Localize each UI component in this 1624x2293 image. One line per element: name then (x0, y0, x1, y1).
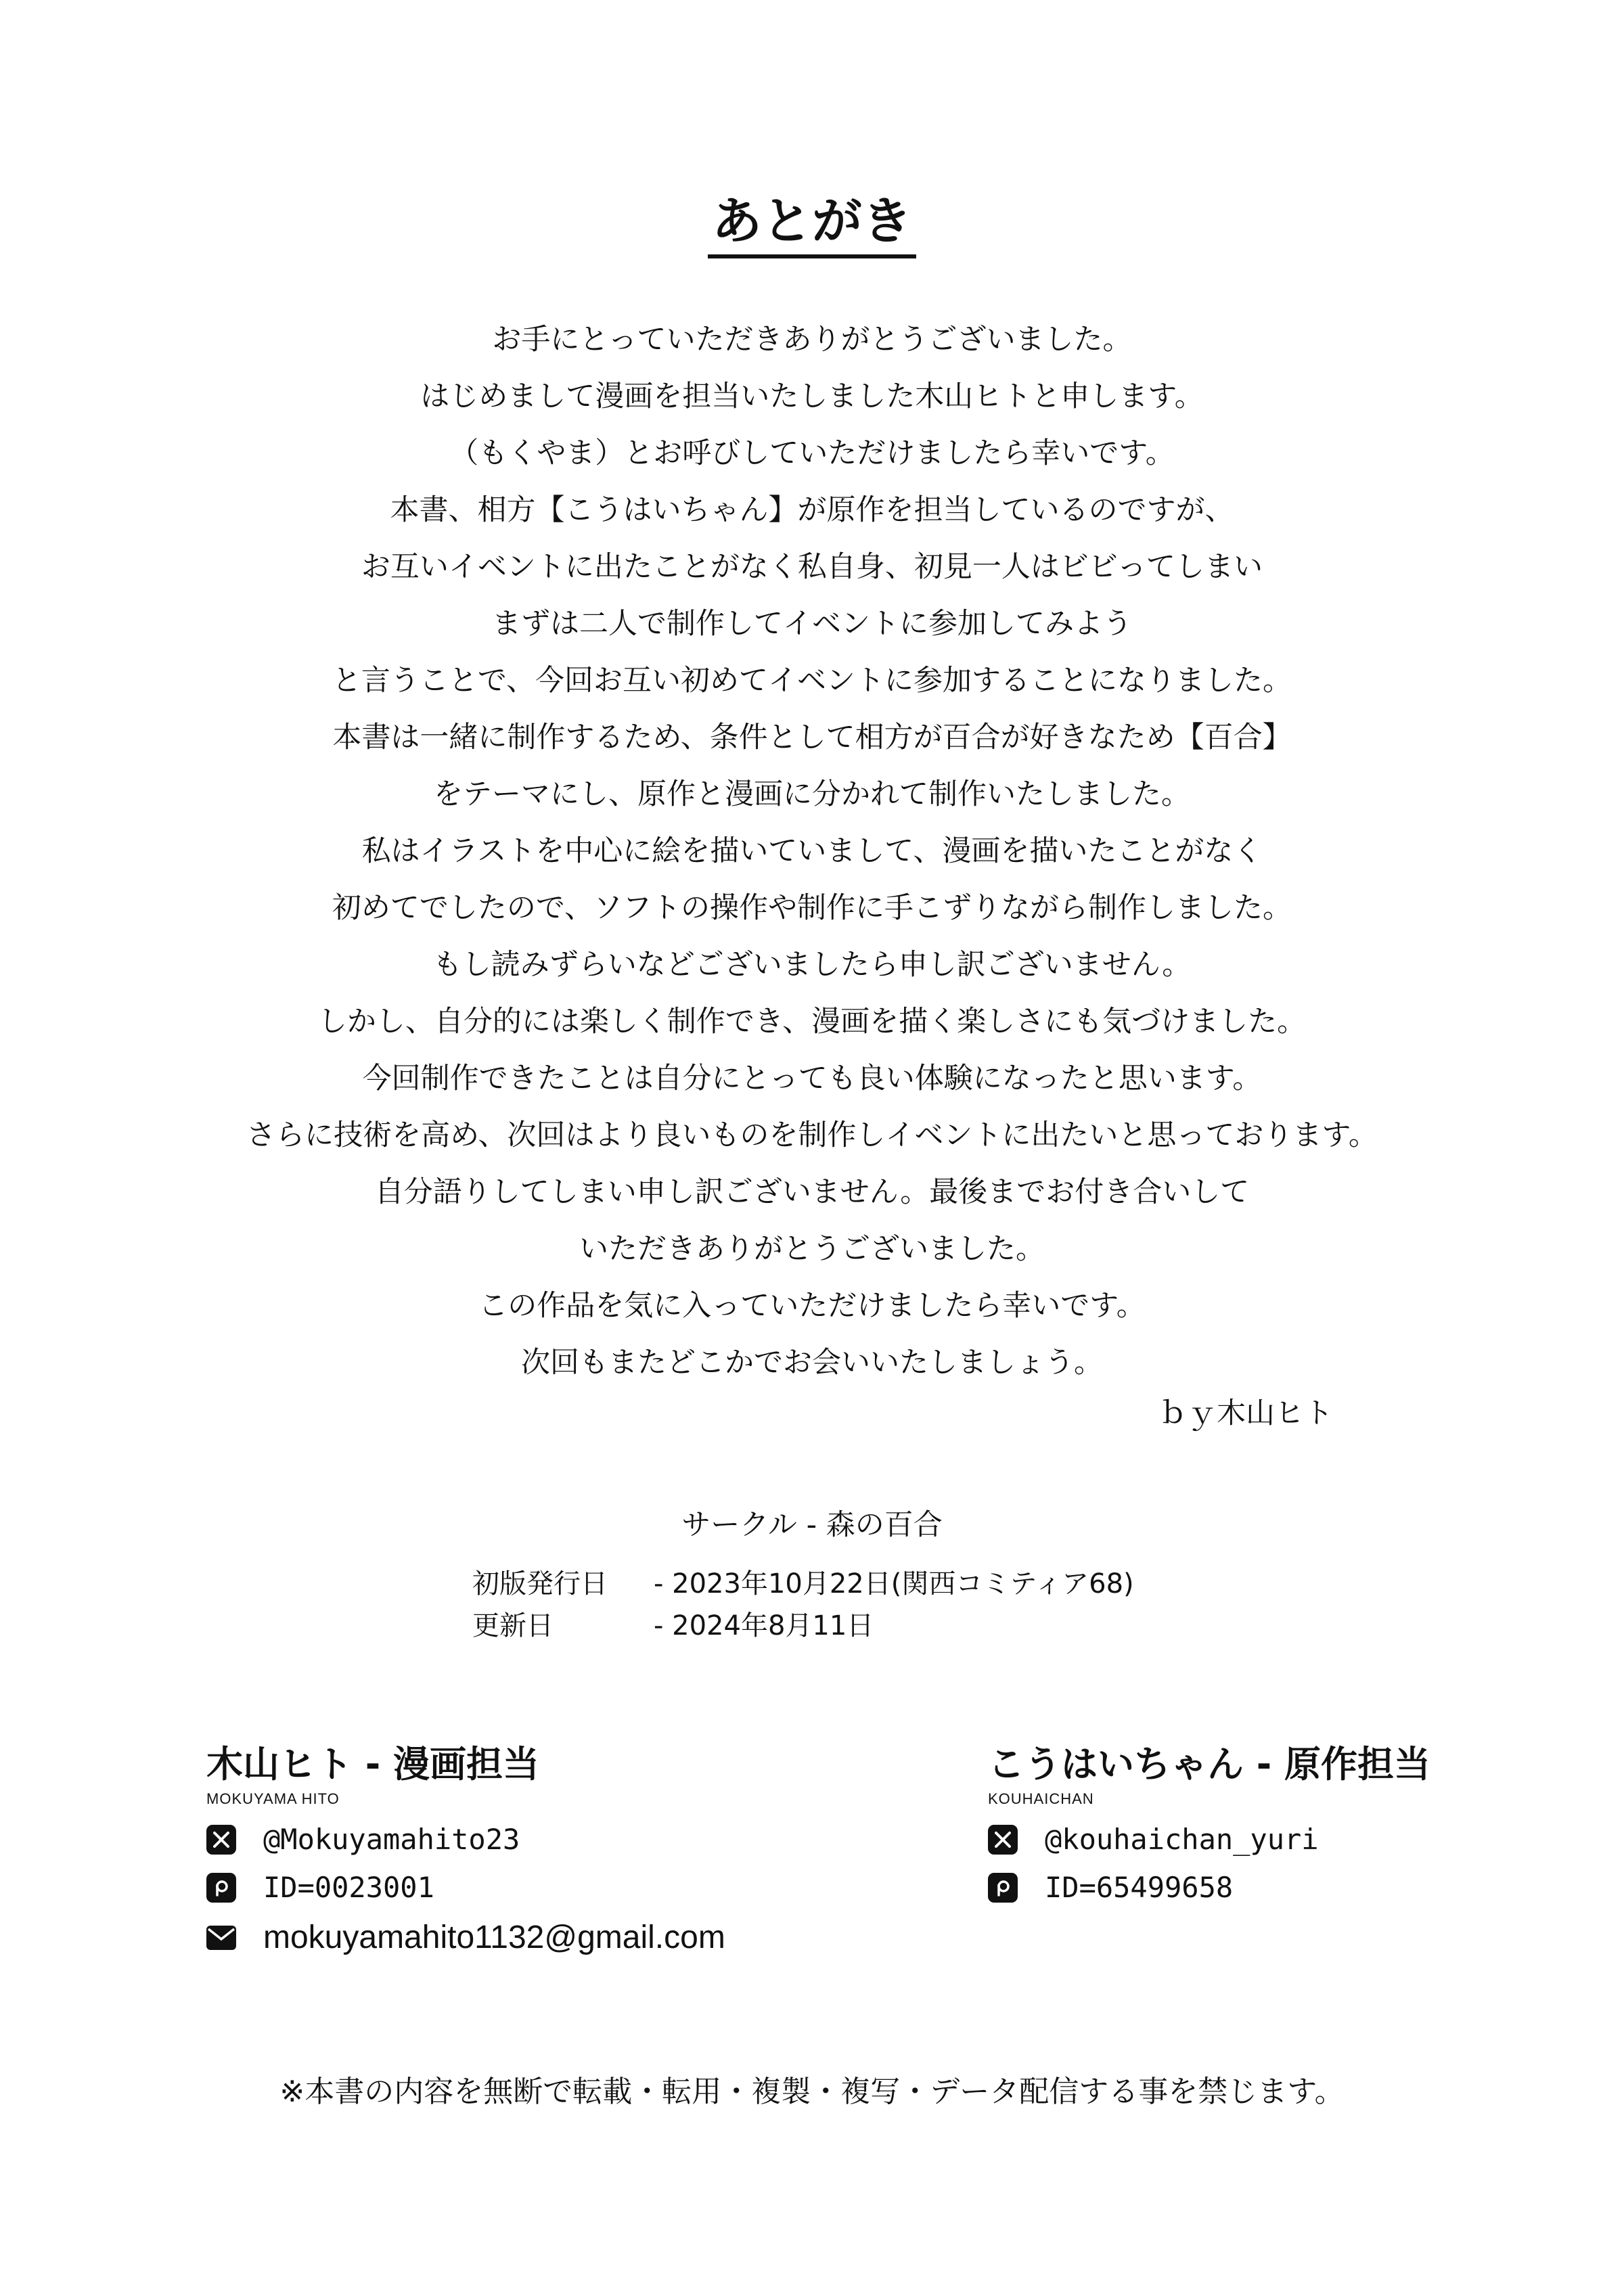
body-line: この作品を気に入っていただけましたら幸いです。 (478, 1289, 1146, 1323)
writer-credit (988, 1735, 1430, 1904)
body-line: 初めてでしたので、ソフトの操作や制作に手こずりながら制作しました。 (332, 891, 1292, 925)
title-text: あとがき (708, 192, 916, 258)
x-logo-icon (206, 1825, 236, 1855)
mail-icon (206, 1923, 236, 1953)
body-line: （もくやま）とお呼びしていただけましたら幸いです。 (449, 436, 1175, 470)
artist-romaji: MOKUYAMA HITO (206, 1790, 340, 1807)
writer-pixiv-contact[interactable] (988, 1871, 1430, 1904)
body-line: 私はイラストを中心に絵を描いていまして、漫画を描いたことがなく (361, 834, 1263, 868)
updated-value: - 2024年8月11日 (654, 1610, 874, 1641)
body-line: お手にとっていただきありがとうございました。 (492, 323, 1132, 357)
first-edition-row (472, 1563, 1134, 1605)
body-line: 自分語りしてしまい申し訳ございません。最後までお付き合いして (374, 1175, 1250, 1209)
body-line: をテーマにし、原作と漫画に分かれて制作いたしました。 (434, 777, 1190, 811)
artist-mail-contact[interactable] (206, 1919, 725, 1956)
writer-romaji: KOUHAICHAN (988, 1790, 1094, 1807)
writer-x-handle[interactable]: @kouhaichan_yuri (1045, 1823, 1319, 1856)
body-line: 本書は一緒に制作するため、条件として相方が百合が好きなため【百合】 (332, 721, 1292, 754)
artist-x-contact[interactable] (206, 1823, 725, 1856)
body-line: さらに技術を高め、次回はより良いものを制作しイベントに出たいと思っております。 (246, 1118, 1378, 1152)
pixiv-icon (988, 1873, 1018, 1903)
updated-row (472, 1605, 1134, 1647)
writer-name: こうはいちゃん - 原作担当 (988, 1743, 1431, 1786)
page-title (0, 181, 1624, 253)
body-line: まずは二人で制作してイベントに参加してみよう (492, 607, 1132, 641)
updated-label: 更新日 (472, 1610, 554, 1641)
writer-pixiv-id[interactable]: ID=65499658 (1045, 1871, 1234, 1904)
artist-email[interactable]: mokuyamahito1132@gmail.com (263, 1920, 725, 1955)
writer-x-contact[interactable] (988, 1823, 1430, 1856)
body-line: はじめまして漫画を担当いたしました木山ヒトと申します。 (420, 380, 1204, 413)
signature: ｂｙ木山ヒト (1158, 1397, 1333, 1430)
pixiv-icon (206, 1873, 236, 1903)
body-line: 今回制作できたことは自分にとっても良い体験になったと思います。 (362, 1062, 1262, 1095)
artist-credit (206, 1735, 725, 1956)
body-line: 次回もまたどこかでお会いいたしましょう。 (521, 1346, 1103, 1380)
publication-dates (472, 1563, 1134, 1647)
afterword-body (135, 311, 1489, 1391)
artist-x-handle[interactable]: @Mokuyamahito23 (263, 1823, 520, 1856)
body-line: もし読みずらいなどございましたら申し訳ございません。 (432, 948, 1192, 982)
body-line: いただきありがとうございました。 (579, 1232, 1045, 1266)
body-line: お互いイベントに出たことがなく私自身、初見一人はビビってしまい (361, 550, 1263, 584)
copyright-notice: ※本書の内容を無断で転載・転用・複製・複写・データ配信する事を禁じます。 (279, 2074, 1345, 2109)
x-logo-icon (988, 1825, 1018, 1855)
first-edition-label: 初版発行日 (472, 1568, 608, 1599)
artist-pixiv-id[interactable]: ID=0023001 (263, 1871, 434, 1904)
first-edition-value: - 2023年10月22日(関西コミティア68) (654, 1568, 1134, 1599)
body-line: と言うことで、今回お互い初めてイベントに参加することになりました。 (332, 664, 1292, 698)
artist-name: 木山ヒト - 漫画担当 (206, 1743, 540, 1786)
artist-pixiv-contact[interactable] (206, 1871, 725, 1904)
body-line: しかし、自分的には楽しく制作でき、漫画を描く楽しさにも気づけました。 (317, 1005, 1307, 1039)
circle-name: サークル - 森の百合 (681, 1508, 943, 1542)
body-line: 本書、相方【こうはいちゃん】が原作を担当しているのですが、 (390, 493, 1234, 527)
